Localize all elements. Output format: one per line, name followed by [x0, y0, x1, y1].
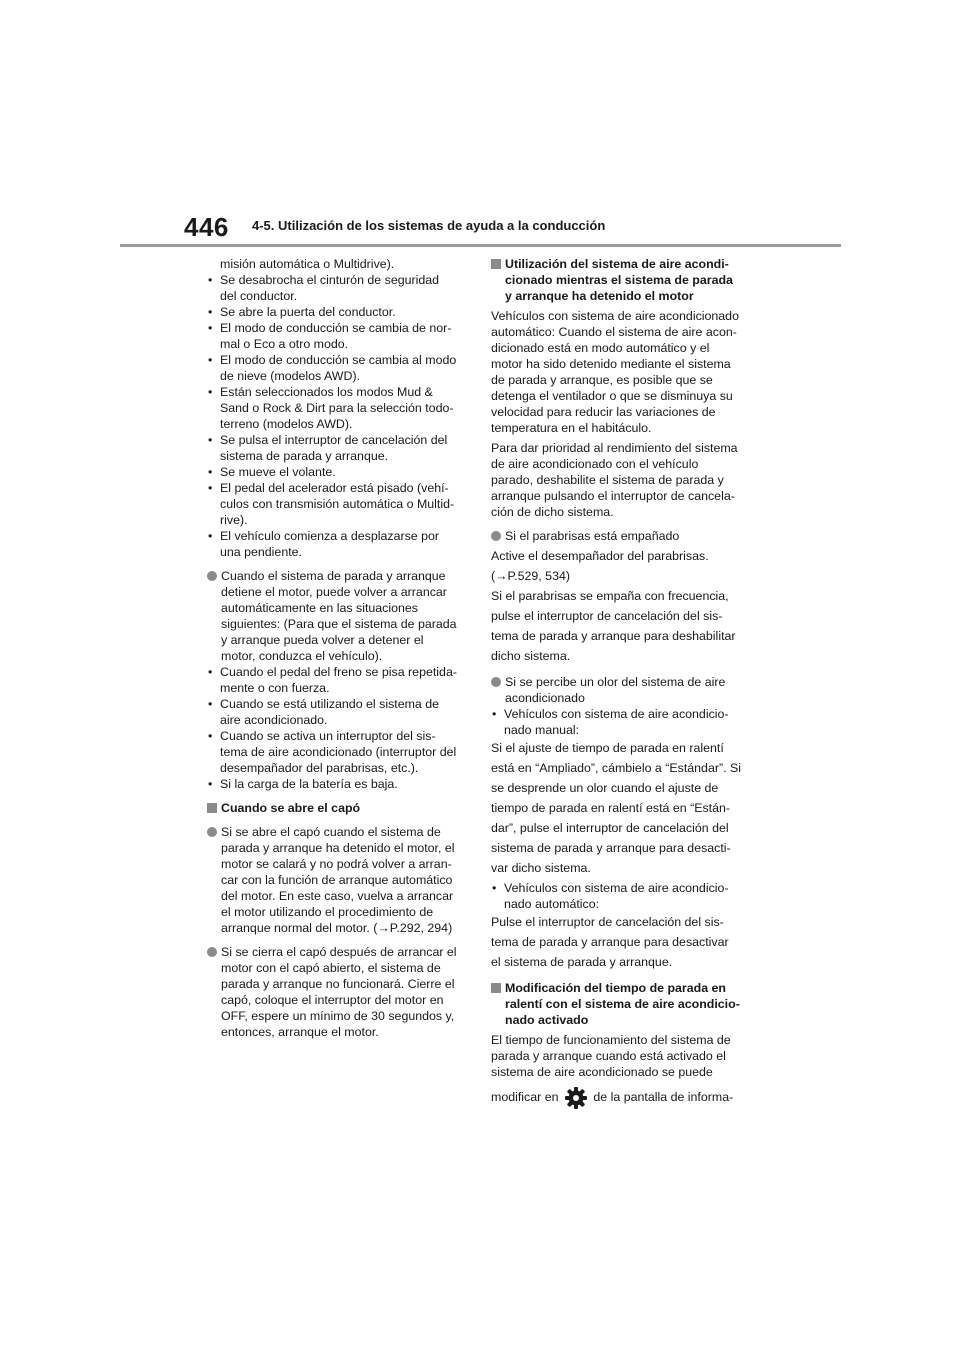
heading-capo: Cuando se abre el capó: [207, 800, 469, 816]
list-item: • Vehículos con sistema de aire acondicio- nado automático:: [491, 880, 753, 912]
auto-text: Pulse el interruptor de cancelación del sis- tema de parada y arranque para desactivar el sistema de parada y arranque.: [491, 915, 729, 969]
list-item: • El modo de conducción se cambia de nor- mal o Eco a otro modo.: [207, 320, 469, 352]
list-item: • Cuando se está utilizando el sistema de aire acondicionado.: [207, 696, 469, 728]
list-item: • Si la carga de la batería es baja.: [207, 776, 469, 792]
square-bullet-icon: [207, 803, 217, 813]
left-column: [207, 256, 469, 1040]
paragraph: Para dar prioridad al rendimiento del sistema de aire acondicionado con el vehículo parado, deshabilite el sistema de parada y arranque pulsando el interruptor de cancela- ción de dicho sistema.: [491, 441, 738, 519]
list-item: • El vehículo comienza a desplazarse por una pendiente.: [207, 528, 469, 560]
paragraph: Vehículos con sistema de aire acondicionado automático: Cuando el sistema de aire acon- dicionado está en modo automático y el motor ha sido detenido mediante el sistema de parada y arranque, es posible que se detenga el ventilador o que se disminuya su velocidad para reducir las variaciones de temperatura en el habitáculo.: [491, 309, 739, 435]
page-number: 446: [184, 212, 229, 242]
list-item: • Están seleccionados los modos Mud & Sand o Rock & Dirt para la selección todo- terreno (modelos AWD).: [207, 384, 469, 432]
info-item-capo-open: Si se abre el capó cuando el sistema de parada y arranque ha detenido el motor, el motor se calará y no podrá volver a arran- car con la función de arranque automático del motor. En este caso, vuelva a arrancar el motor utilizando el procedimiento de arranque normal del motor. (→P.292, 294): [207, 824, 469, 936]
square-bullet-icon: [491, 983, 501, 993]
continued-text: misión automática o Multidrive).: [220, 257, 395, 271]
heading-mod: Modificación del tiempo de parada en ralentí con el sistema de aire acondicio- nado activado: [491, 980, 753, 1028]
info-item-odor: Si se percibe un olor del sistema de aire acondicionado: [491, 674, 753, 706]
square-bullet-icon: [491, 259, 501, 269]
circle-bullet-icon: [207, 827, 217, 837]
list-item: • Vehículos con sistema de aire acondicio- nado manual:: [491, 706, 753, 738]
list-item: • Se pulsa el interruptor de cancelación del sistema de parada y arranque.: [207, 432, 469, 464]
section-title: 4-5. Utilización de los sistemas de ayuda a la conducción: [252, 218, 606, 233]
heading-ac: Utilización del sistema de aire acondi- cionado mientras el sistema de parada y arranque ha detenido el motor: [491, 256, 753, 304]
manual-text: Si el ajuste de tiempo de parada en ralentí está en “Ampliado”, cámbielo a “Estándar”. Si se desprende un olor cuando el ajuste de tiempo de parada en ralentí está en “Están- dar”, pulse el interruptor de cancelación del sistema de parada y arranque para desacti- var dicho sistema.: [491, 741, 741, 875]
list-item: • El modo de conducción se cambia al modo de nieve (modelos AWD).: [207, 352, 469, 384]
gear-icon: [564, 1086, 588, 1110]
circle-bullet-icon: [491, 531, 501, 541]
info-item-capo-close: Si se cierra el capó después de arrancar el motor con el capó abierto, el sistema de parada y arranque no funcionará. Cierre el capó, coloque el interruptor del motor en OFF, espere un mínimo de 30 segundos y, entonces, arranque el motor.: [207, 944, 469, 1040]
list-item: • El pedal del acelerador está pisado (vehí- culos con transmisión automática o Multid- rive).: [207, 480, 469, 528]
list-item: • Cuando el pedal del freno se pisa repetida- mente o con fuerza.: [207, 664, 469, 696]
right-column: [491, 256, 753, 1110]
circle-bullet-icon: [207, 571, 217, 581]
info-item-restart: Cuando el sistema de parada y arranque detiene el motor, puede volver a arrancar automáticamente en las situaciones siguientes: (Para que el sistema de parada y arranque pueda volver a detener el motor, conduzca el vehículo).: [207, 568, 469, 664]
bullet-list: [207, 272, 469, 560]
list-item: • Se mueve el volante.: [207, 464, 469, 480]
header-rule: [120, 244, 841, 247]
fog-text: Active el desempañador del parabrisas. (→P.529, 534) Si el parabrisas se empaña con frecuencia, pulse el interruptor de cancelación del sis- tema de parada y arranque para deshabilitar dicho sistema.: [491, 549, 736, 663]
circle-bullet-icon: [207, 947, 217, 957]
list-item: • Cuando se activa un interruptor del sis- tema de aire acondicionado (interruptor del desempañador del parabrisas, etc.).: [207, 728, 469, 776]
list-item: • Se desabrocha el cinturón de seguridad del conductor.: [207, 272, 469, 304]
circle-bullet-icon: [491, 677, 501, 687]
list-item: • Se abre la puerta del conductor.: [207, 304, 469, 320]
info-item-fog: Si el parabrisas está empañado: [491, 528, 753, 544]
paragraph: El tiempo de funcionamiento del sistema de parada y arranque cuando está activado el sistema de aire acondicionado se puede modificar en de la pantalla de informa-: [491, 1032, 753, 1110]
bullet-list: [207, 664, 469, 792]
